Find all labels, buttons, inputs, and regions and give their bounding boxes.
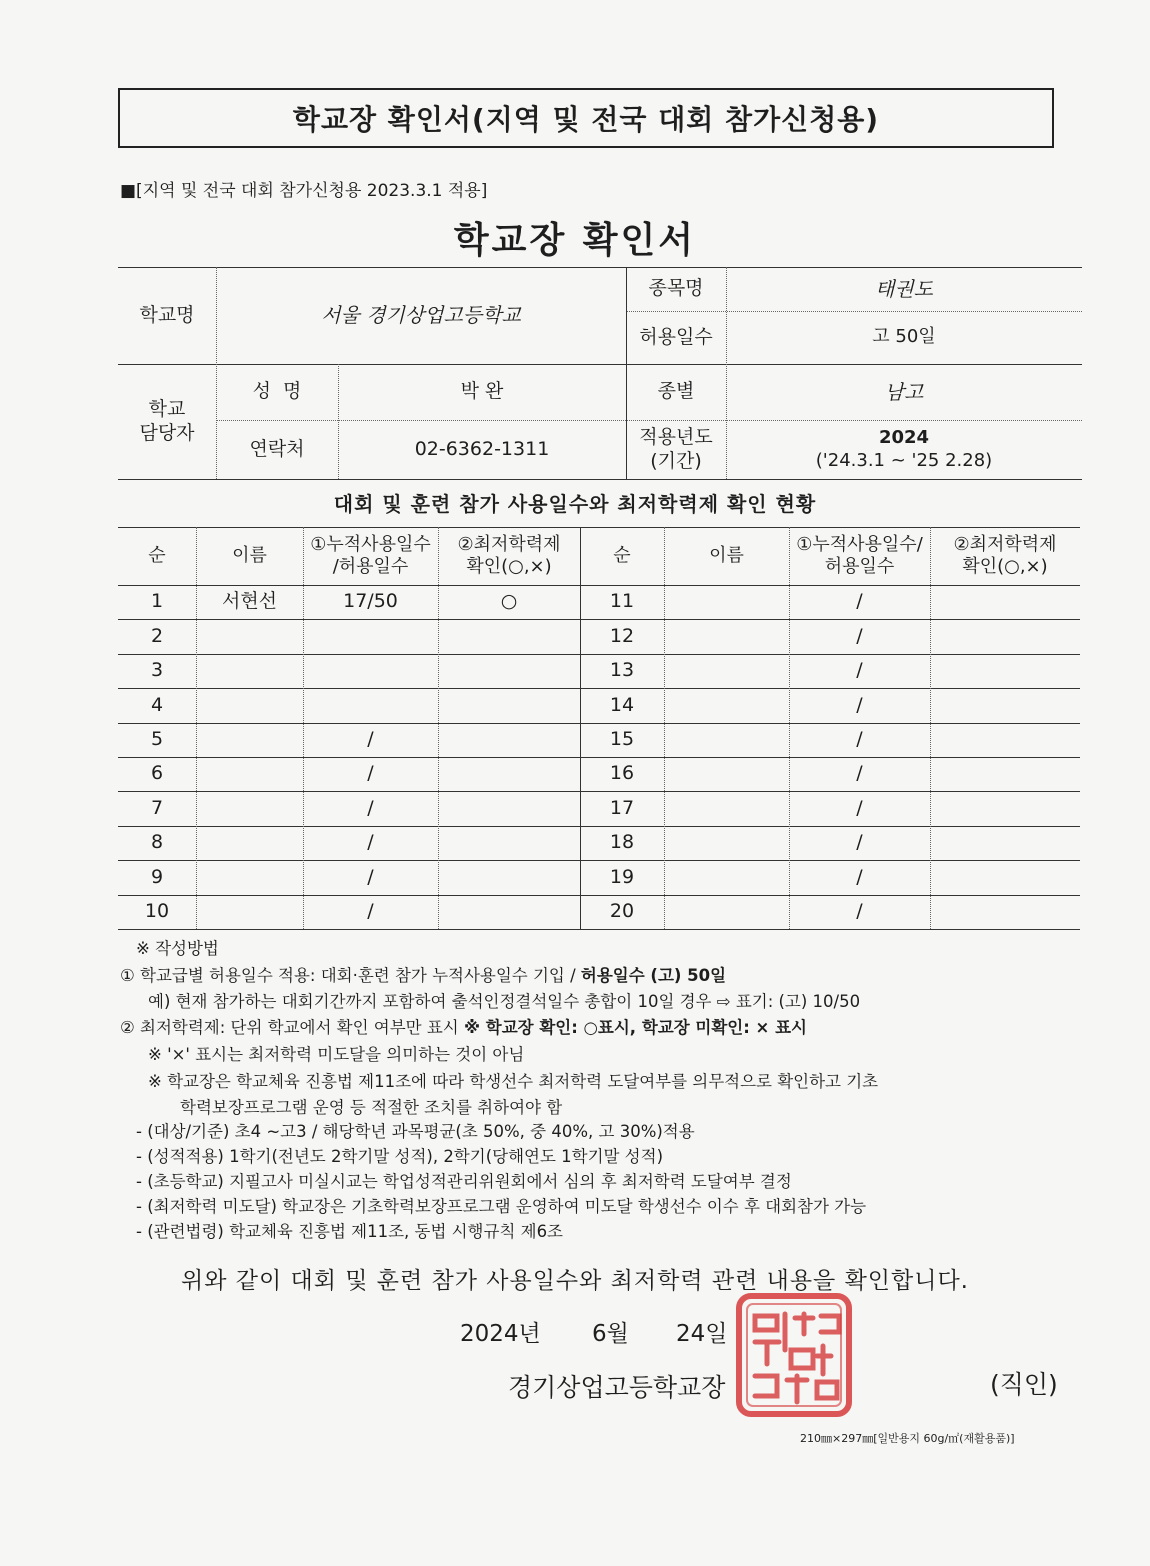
roster-header-no: 순: [148, 544, 166, 566]
roster-left-days: [303, 619, 438, 653]
roster-right-check: [930, 826, 1080, 860]
roster-right-name: [664, 585, 789, 619]
year-label: 적용년도 (기간): [639, 425, 713, 472]
roster-left-no: 10: [144, 899, 170, 922]
note-1-emphasis: 허용일수 (고) 50일: [580, 966, 727, 985]
roster-right-name: [664, 723, 789, 757]
roster-right-check: [930, 585, 1080, 619]
date-day: 24일: [676, 1321, 728, 1347]
roster-left-days: /: [367, 831, 374, 854]
roster-right-days: /: [856, 727, 863, 750]
roster-right-check: [930, 654, 1080, 688]
roster-right-days: /: [856, 624, 863, 647]
roster-left-check: [438, 723, 580, 757]
roster-left-no: 4: [150, 693, 164, 716]
roster-right-check: [930, 757, 1080, 791]
note-1: [120, 962, 726, 986]
roster-left-days: [303, 688, 438, 722]
roster-left-no: 2: [150, 624, 164, 647]
roster-right-check: [930, 688, 1080, 722]
note-1-example: 예) 현재 참가하는 대회기간까지 포함하여 출석인정결석일수 총합이 10일 경우 ⇨ 표기: (고) 10/50: [148, 992, 861, 1011]
roster-left-check: [438, 619, 580, 653]
note-1-text: ① 학교급별 허용일수 적용: 대회·훈련 참가 누적사용일수 기입 /: [120, 966, 581, 985]
roster-header-name-right: 이름: [709, 544, 744, 566]
roster-left-check: [438, 654, 580, 688]
roster-left-check: [438, 688, 580, 722]
contact-value: 02-6362-1311: [414, 437, 550, 460]
note-4: ※ 학교장은 학교체육 진흥법 제11조에 따라 학생선수 최저학력 도달여부를 의무적으로 확인하고 기초: [148, 1072, 879, 1091]
principal-signature: 경기상업고등학교장: [508, 1373, 726, 1402]
roster-header-name: 이름: [232, 544, 267, 566]
roster-left-name: [196, 723, 303, 757]
roster-left-check: [438, 757, 580, 791]
roster-header-no-right: 순: [613, 544, 631, 566]
year-cell: [726, 420, 1082, 479]
roster-right-days: /: [856, 693, 863, 716]
roster-left-no: 5: [150, 727, 164, 750]
event-label: 종목명: [648, 277, 704, 300]
roster-left-name: [196, 757, 303, 791]
detail-1: - (대상/기준) 초4 ~고3 / 해당학년 과목평균(초 50%, 중 40%, 고 30%)적용: [136, 1122, 695, 1141]
detail-5: - (관련법령) 학교체육 진흥법 제11조, 동법 시행규칙 제6조: [136, 1222, 563, 1241]
roster-left-name: [196, 826, 303, 860]
notes-heading: ※ 작성방법: [136, 939, 219, 958]
roster-right-name: [664, 619, 789, 653]
roster-left-no: 8: [150, 831, 164, 854]
roster-left-name: [196, 860, 303, 894]
roster-left-name: [196, 895, 303, 929]
person-name-label: 성 명: [252, 380, 302, 403]
roster-left-days: 17/50: [343, 590, 398, 613]
seal-label: (직인): [990, 1370, 1058, 1399]
roster-left-days: /: [367, 899, 374, 922]
roster-left-name: [196, 619, 303, 653]
roster-left-no: 3: [150, 659, 164, 682]
roster-left-check: [438, 826, 580, 860]
person-name-value: 박 완: [460, 380, 504, 403]
roster-header-days: ①누적사용일수 /허용일수: [310, 533, 431, 577]
roster-right-check: [930, 619, 1080, 653]
roster-right-name: [664, 826, 789, 860]
document-header-title: 학교장 확인서(지역 및 전국 대회 참가신청용): [118, 88, 1054, 148]
roster-left-days: /: [367, 796, 374, 819]
school-name-value: 서울 경기상업고등학교: [321, 303, 521, 327]
roster-left-name: [196, 791, 303, 825]
roster-right-days: /: [856, 865, 863, 888]
detail-4: - (최저학력 미도달) 학교장은 기초학력보장프로그램 운영하여 미도달 학생선수 이수 후 대회참가 가능: [136, 1197, 867, 1216]
roster-right-no: 19: [609, 865, 635, 888]
allowed-days-label: 허용일수: [639, 325, 713, 348]
roster-right-days: /: [856, 762, 863, 785]
form-version-tag: ■[지역 및 전국 대회 참가신청용 2023.3.1 적용]: [120, 181, 488, 201]
roster-right-no: 17: [609, 796, 635, 819]
roster-left-no: 9: [150, 865, 164, 888]
section-title: 대회 및 훈련 참가 사용일수와 최저학력제 확인 현황: [333, 492, 817, 516]
date-month: 6월: [592, 1321, 629, 1347]
roster-left-days: /: [367, 727, 374, 750]
roster-left-name: [196, 688, 303, 722]
roster-right-days: /: [856, 831, 863, 854]
roster-right-no: 11: [609, 590, 635, 613]
school-name-label: 학교명: [139, 303, 195, 326]
paper-spec: 210㎜×297㎜[일반용지 60g/㎡(재활용품)]: [800, 1432, 1015, 1445]
roster-right-name: [664, 860, 789, 894]
period-value: ('24.3.1 ~ '25 2.28): [815, 449, 993, 471]
confirmation-statement: 위와 같이 대회 및 훈련 참가 사용일수와 최저학력 관련 내용을 확인합니다.: [181, 1268, 969, 1294]
date-year: 2024년: [460, 1321, 541, 1347]
roster-left-days: [303, 654, 438, 688]
roster-left-no: 6: [150, 762, 164, 785]
roster-right-name: [664, 688, 789, 722]
roster-left-days: /: [367, 762, 374, 785]
document-title: 학교장 확인서: [453, 220, 697, 261]
note-3: ※ '×' 표시는 최저학력 미도달을 의미하는 것이 아님: [148, 1045, 525, 1064]
roster-left-check: ○: [500, 590, 518, 613]
allowed-days-value: 고 50일: [872, 326, 936, 348]
note-2-emphasis: ※ 학교장 확인: ○표시, 학교장 미확인: × 표시: [463, 1018, 807, 1037]
roster-header-days-right: ①누적사용일수/ 허용일수: [796, 533, 923, 577]
roster-left-name: [196, 654, 303, 688]
contact-label: 연락처: [249, 437, 305, 460]
roster-right-name: [664, 757, 789, 791]
year-value: 2024: [878, 427, 930, 448]
roster-left-check: [438, 860, 580, 894]
detail-2: - (성적적용) 1학기(전년도 2학기말 성적), 2학기(당해연도 1학기말 성적): [136, 1147, 664, 1166]
category-label: 종별: [657, 380, 695, 403]
roster-left-check: [438, 791, 580, 825]
roster-right-check: [930, 791, 1080, 825]
event-value: 태권도: [875, 276, 933, 301]
note-4-cont: 학력보장프로그램 운영 등 적절한 조치를 취하여야 함: [180, 1098, 563, 1117]
note-2-text: ② 최저학력제: 단위 학교에서 확인 여부만 표시: [120, 1018, 464, 1037]
official-seal-stamp: [733, 1290, 855, 1420]
roster-right-days: /: [856, 796, 863, 819]
roster-right-no: 18: [609, 831, 635, 854]
detail-3: - (초등학교) 지필고사 미실시교는 학업성적관리위원회에서 심의 후 최저학력 도달여부 결정: [136, 1172, 792, 1191]
roster-left-days: /: [367, 865, 374, 888]
note-2: [120, 1014, 807, 1038]
category-value: 남고: [884, 379, 924, 404]
roster-right-no: 12: [609, 624, 635, 647]
roster-right-days: /: [856, 659, 863, 682]
roster-right-check: [930, 860, 1080, 894]
roster-header-academic-right: ②최저학력제 확인(○,×): [953, 533, 1057, 577]
roster-right-check: [930, 723, 1080, 757]
roster-right-no: 15: [609, 727, 635, 750]
roster-right-name: [664, 895, 789, 929]
roster-right-no: 13: [609, 659, 635, 682]
roster-left-check: [438, 895, 580, 929]
roster-right-no: 16: [609, 762, 635, 785]
roster-right-name: [664, 654, 789, 688]
manager-label: 학교 담당자: [139, 397, 195, 444]
roster-header-academic: ②최저학력제 확인(○,×): [457, 533, 561, 577]
roster-right-days: /: [856, 590, 863, 613]
roster-right-no: 20: [609, 899, 635, 922]
roster-right-name: [664, 791, 789, 825]
roster-left-no: 1: [150, 590, 164, 613]
roster-right-check: [930, 895, 1080, 929]
roster-left-name: 서현선: [221, 590, 278, 613]
roster-right-no: 14: [609, 693, 635, 716]
roster-left-no: 7: [150, 796, 164, 819]
roster-right-days: /: [856, 899, 863, 922]
